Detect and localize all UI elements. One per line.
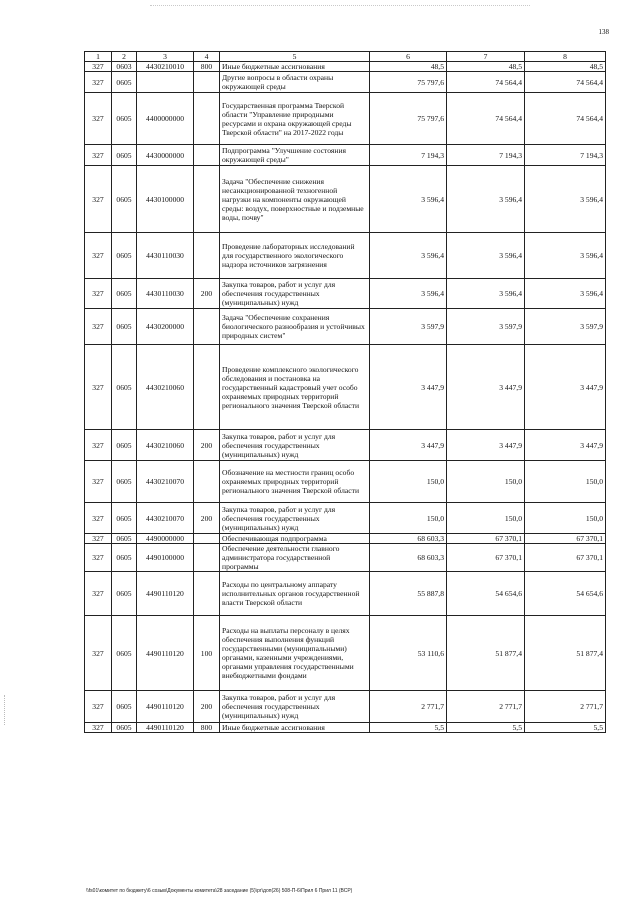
amount-cell-col8: 74 564,4 — [525, 93, 606, 145]
item-name-cell: Другие вопросы в области охраны окружающей среды — [220, 72, 370, 93]
code-cell-section: 0605 — [112, 544, 137, 572]
code-cell-admin: 327 — [85, 145, 112, 166]
code-cell-target: 4430100000 — [137, 166, 194, 233]
amount-cell-col6: 48,5 — [370, 62, 447, 72]
amount-cell-col6: 5,5 — [370, 723, 447, 733]
code-cell-target: 4490110120 — [137, 572, 194, 616]
code-cell-admin: 327 — [85, 309, 112, 345]
amount-cell-col6: 150,0 — [370, 461, 447, 503]
header-cell: 4 — [194, 52, 220, 62]
code-cell-expense-type: 800 — [194, 723, 220, 733]
amount-cell-col8: 3 447,9 — [525, 345, 606, 430]
amount-cell-col7: 2 771,7 — [447, 691, 525, 723]
amount-cell-col6: 68 603,3 — [370, 544, 447, 572]
code-cell-target: 4490110120 — [137, 616, 194, 691]
code-cell-section: 0605 — [112, 166, 137, 233]
code-cell-section: 0605 — [112, 279, 137, 309]
code-cell-admin: 327 — [85, 93, 112, 145]
amount-cell-col6: 3 447,9 — [370, 430, 447, 461]
table-row — [85, 145, 606, 166]
code-cell-admin: 327 — [85, 72, 112, 93]
table-row — [85, 534, 606, 544]
item-name-cell: Обозначение на местности границ особо охраняемых природных территорий регионального значения Тверской области — [220, 461, 370, 503]
code-cell-admin: 327 — [85, 461, 112, 503]
amount-cell-col7: 7 194,3 — [447, 145, 525, 166]
code-cell-target: 4490110120 — [137, 723, 194, 733]
item-name-cell: Иные бюджетные ассигнования — [220, 62, 370, 72]
scan-artifact — [4, 695, 8, 725]
code-cell-target: 4430000000 — [137, 145, 194, 166]
amount-cell-col8: 3 596,4 — [525, 233, 606, 279]
amount-cell-col7: 3 596,4 — [447, 166, 525, 233]
amount-cell-col6: 150,0 — [370, 503, 447, 534]
code-cell-expense-type — [194, 461, 220, 503]
amount-cell-col8: 74 564,4 — [525, 72, 606, 93]
table-row — [85, 93, 606, 145]
amount-cell-col6: 55 887,8 — [370, 572, 447, 616]
header-cell: 5 — [220, 52, 370, 62]
table-row — [85, 723, 606, 733]
code-cell-target: 4430210070 — [137, 461, 194, 503]
code-cell-section: 0605 — [112, 145, 137, 166]
code-cell-expense-type — [194, 345, 220, 430]
amount-cell-col7: 3 447,9 — [447, 345, 525, 430]
item-name-cell: Подпрограмма "Улучшение состояния окружающей среды" — [220, 145, 370, 166]
amount-cell-col7: 51 877,4 — [447, 616, 525, 691]
code-cell-expense-type — [194, 72, 220, 93]
budget-table — [84, 51, 606, 733]
code-cell-section: 0605 — [112, 572, 137, 616]
code-cell-expense-type — [194, 233, 220, 279]
amount-cell-col8: 3 597,9 — [525, 309, 606, 345]
table-row — [85, 691, 606, 723]
amount-cell-col6: 3 596,4 — [370, 233, 447, 279]
code-cell-target: 4430210060 — [137, 430, 194, 461]
amount-cell-col6: 75 797,6 — [370, 72, 447, 93]
header-cell: 2 — [112, 52, 137, 62]
amount-cell-col6: 75 797,6 — [370, 93, 447, 145]
code-cell-target: 4490000000 — [137, 534, 194, 544]
code-cell-target: 4490110120 — [137, 691, 194, 723]
amount-cell-col7: 3 597,9 — [447, 309, 525, 345]
code-cell-admin: 327 — [85, 430, 112, 461]
code-cell-admin: 327 — [85, 233, 112, 279]
footer-file-path: \\fs01\комитет по бюджету\6 созыв\Документы комитета\28 заседание (5)\рг\доп(26) 508-П-6\Прил 6 Прил 11 (ВСР) — [86, 888, 353, 894]
code-cell-expense-type — [194, 309, 220, 345]
code-cell-admin: 327 — [85, 572, 112, 616]
item-name-cell: Проведение комплексного экологического обследования и постановка на государственный кадастровый учет особо охраняемых природных территорий регионального значения Тверской области — [220, 345, 370, 430]
code-cell-expense-type — [194, 93, 220, 145]
amount-cell-col6: 68 603,3 — [370, 534, 447, 544]
code-cell-admin: 327 — [85, 345, 112, 430]
item-name-cell: Обеспечение деятельности главного администратора государственной программы — [220, 544, 370, 572]
code-cell-target: 4430210010 — [137, 62, 194, 72]
amount-cell-col8: 54 654,6 — [525, 572, 606, 616]
table-row — [85, 166, 606, 233]
item-name-cell: Задача "Обеспечение сохранения биологического разнообразия и устойчивых природных систем" — [220, 309, 370, 345]
code-cell-section: 0605 — [112, 723, 137, 733]
amount-cell-col6: 7 194,3 — [370, 145, 447, 166]
table-row — [85, 279, 606, 309]
scan-artifact — [150, 5, 530, 8]
code-cell-expense-type — [194, 534, 220, 544]
code-cell-section: 0605 — [112, 72, 137, 93]
item-name-cell: Государственная программа Тверской области "Управление природными ресурсами и охрана окружающей среды Тверской области" на 2017-2022 годы — [220, 93, 370, 145]
code-cell-expense-type: 200 — [194, 503, 220, 534]
amount-cell-col7: 3 596,4 — [447, 233, 525, 279]
table-row — [85, 503, 606, 534]
code-cell-admin: 327 — [85, 723, 112, 733]
amount-cell-col7: 3 447,9 — [447, 430, 525, 461]
amount-cell-col8: 150,0 — [525, 503, 606, 534]
amount-cell-col8: 2 771,7 — [525, 691, 606, 723]
code-cell-expense-type: 200 — [194, 430, 220, 461]
amount-cell-col7: 150,0 — [447, 461, 525, 503]
code-cell-target — [137, 72, 194, 93]
table-row — [85, 430, 606, 461]
amount-cell-col7: 74 564,4 — [447, 72, 525, 93]
code-cell-target: 4400000000 — [137, 93, 194, 145]
code-cell-admin: 327 — [85, 62, 112, 72]
amount-cell-col8: 150,0 — [525, 461, 606, 503]
amount-cell-col7: 150,0 — [447, 503, 525, 534]
code-cell-section: 0603 — [112, 62, 137, 72]
item-name-cell: Обеспечивающая подпрограмма — [220, 534, 370, 544]
item-name-cell: Иные бюджетные ассигнования — [220, 723, 370, 733]
code-cell-section: 0605 — [112, 309, 137, 345]
code-cell-section: 0605 — [112, 93, 137, 145]
code-cell-expense-type: 200 — [194, 279, 220, 309]
amount-cell-col6: 53 110,6 — [370, 616, 447, 691]
table-header-row — [85, 52, 606, 62]
code-cell-target: 4430210060 — [137, 345, 194, 430]
code-cell-section: 0605 — [112, 616, 137, 691]
amount-cell-col8: 67 370,1 — [525, 534, 606, 544]
code-cell-section: 0605 — [112, 691, 137, 723]
amount-cell-col6: 3 597,9 — [370, 309, 447, 345]
code-cell-target: 4430200000 — [137, 309, 194, 345]
code-cell-section: 0605 — [112, 430, 137, 461]
amount-cell-col7: 67 370,1 — [447, 534, 525, 544]
item-name-cell: Закупка товаров, работ и услуг для обеспечения государственных (муниципальных) нужд — [220, 430, 370, 461]
table-row — [85, 233, 606, 279]
code-cell-section: 0605 — [112, 345, 137, 430]
code-cell-admin: 327 — [85, 279, 112, 309]
code-cell-expense-type — [194, 145, 220, 166]
amount-cell-col6: 3 596,4 — [370, 279, 447, 309]
code-cell-expense-type — [194, 572, 220, 616]
code-cell-expense-type: 200 — [194, 691, 220, 723]
amount-cell-col6: 3 596,4 — [370, 166, 447, 233]
table-row — [85, 616, 606, 691]
item-name-cell: Закупка товаров, работ и услуг для обеспечения государственных (муниципальных) нужд — [220, 691, 370, 723]
code-cell-target: 4430110030 — [137, 279, 194, 309]
amount-cell-col8: 3 596,4 — [525, 166, 606, 233]
amount-cell-col8: 3 596,4 — [525, 279, 606, 309]
header-cell: 7 — [447, 52, 525, 62]
amount-cell-col7: 74 564,4 — [447, 93, 525, 145]
table-row — [85, 544, 606, 572]
code-cell-admin: 327 — [85, 534, 112, 544]
table-row — [85, 309, 606, 345]
item-name-cell: Расходы по центральному аппарату исполнительных органов государственной власти Тверской области — [220, 572, 370, 616]
amount-cell-col7: 67 370,1 — [447, 544, 525, 572]
header-cell: 1 — [85, 52, 112, 62]
code-cell-section: 0605 — [112, 461, 137, 503]
code-cell-section: 0605 — [112, 503, 137, 534]
code-cell-target: 4490100000 — [137, 544, 194, 572]
table-row — [85, 461, 606, 503]
amount-cell-col7: 54 654,6 — [447, 572, 525, 616]
table-row — [85, 345, 606, 430]
amount-cell-col7: 48,5 — [447, 62, 525, 72]
code-cell-admin: 327 — [85, 166, 112, 233]
amount-cell-col7: 5,5 — [447, 723, 525, 733]
code-cell-admin: 327 — [85, 503, 112, 534]
code-cell-section: 0605 — [112, 233, 137, 279]
item-name-cell: Закупка товаров, работ и услуг для обеспечения государственных (муниципальных) нужд — [220, 503, 370, 534]
amount-cell-col6: 2 771,7 — [370, 691, 447, 723]
code-cell-admin: 327 — [85, 616, 112, 691]
header-cell: 3 — [137, 52, 194, 62]
amount-cell-col6: 3 447,9 — [370, 345, 447, 430]
code-cell-expense-type — [194, 166, 220, 233]
amount-cell-col8: 3 447,9 — [525, 430, 606, 461]
code-cell-expense-type — [194, 544, 220, 572]
amount-cell-col7: 3 596,4 — [447, 279, 525, 309]
code-cell-admin: 327 — [85, 691, 112, 723]
amount-cell-col8: 67 370,1 — [525, 544, 606, 572]
table-row — [85, 62, 606, 72]
header-cell: 8 — [525, 52, 606, 62]
code-cell-target: 4430110030 — [137, 233, 194, 279]
amount-cell-col8: 51 877,4 — [525, 616, 606, 691]
code-cell-admin: 327 — [85, 544, 112, 572]
item-name-cell: Расходы на выплаты персоналу в целях обеспечения выполнения функций государственными (муниципальными) органами, казенными учреждениями, органами управления государственными внебюджетными фондами — [220, 616, 370, 691]
item-name-cell: Закупка товаров, работ и услуг для обеспечения государственных (муниципальных) нужд — [220, 279, 370, 309]
amount-cell-col8: 7 194,3 — [525, 145, 606, 166]
item-name-cell: Проведение лабораторных исследований для государственного экологического надзора источников загрязнения — [220, 233, 370, 279]
code-cell-target: 4430210070 — [137, 503, 194, 534]
amount-cell-col8: 5,5 — [525, 723, 606, 733]
amount-cell-col8: 48,5 — [525, 62, 606, 72]
code-cell-expense-type: 100 — [194, 616, 220, 691]
header-cell: 6 — [370, 52, 447, 62]
code-cell-expense-type: 800 — [194, 62, 220, 72]
table-row — [85, 572, 606, 616]
code-cell-section: 0605 — [112, 534, 137, 544]
item-name-cell: Задача "Обеспечение снижения несанкционированной техногенной нагрузки на компоненты окружающей среды: воздух, поверхностные и подземные воды, почву" — [220, 166, 370, 233]
table-row — [85, 72, 606, 93]
page-number: 138 — [598, 28, 609, 36]
